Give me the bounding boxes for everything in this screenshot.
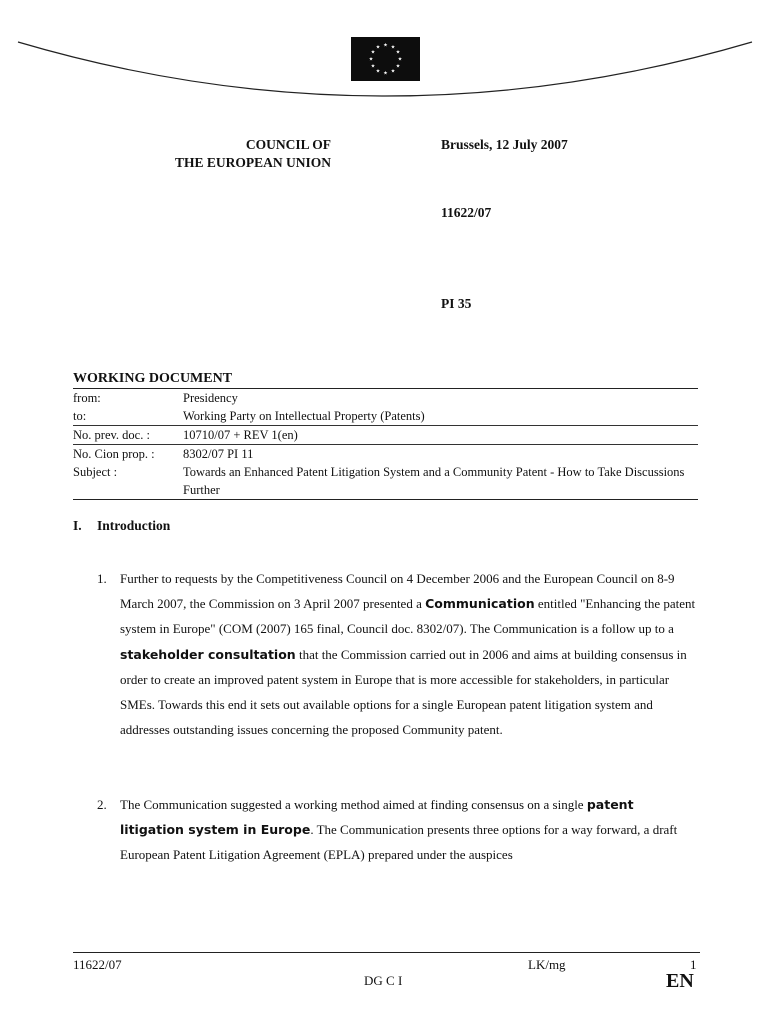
svg-text:★: ★ (395, 63, 401, 70)
footer-language: EN (666, 970, 694, 992)
footer-dg: DG C I (364, 973, 403, 988)
svg-text:★: ★ (370, 63, 376, 70)
svg-text:★: ★ (390, 44, 396, 51)
section-heading (73, 518, 170, 534)
paragraph-number: 1. (97, 571, 107, 586)
paragraph-text: Further to requests by the Competitiveness Council on 4 December 2006 and the European Council on 8-9 March 2007, the Commission on 3 April 2007 presented a (120, 571, 675, 612)
row-value: 10710/07 + REV 1(en) (183, 428, 298, 442)
paragraph-2 (97, 792, 699, 868)
row-key: to: (73, 409, 87, 423)
footer-doc-number: 11622/07 (73, 957, 122, 972)
table-row-from (73, 389, 698, 407)
footer-rule (73, 952, 700, 953)
svg-text:★: ★ (390, 68, 396, 75)
paragraph-number: 2. (97, 797, 107, 812)
paragraph-bold-text: patent litigation system in Europe (120, 797, 634, 838)
svg-text:★: ★ (383, 42, 388, 49)
paragraph-1 (97, 566, 699, 742)
row-key: Subject : (73, 465, 118, 479)
paragraph-bold-text: Communication (425, 596, 535, 612)
council-name (130, 136, 331, 172)
paragraph-text: that the Commission carried out in 2006 and aims at building consensus in order to create an improved patent system in Europe that is more accessible for stakeholders, in particular SMEs. Towards this end it sets out available options for a single European patent litigation system and addresses outstanding issues concerning the proposed Community patent. (120, 646, 687, 738)
council-line-2: THE EUROPEAN UNION (174, 155, 331, 170)
table-row-prev-doc (73, 426, 698, 444)
council-line-1: COUNCIL OF (245, 137, 331, 152)
working-document-title: WORKING DOCUMENT (73, 371, 233, 386)
svg-text:★: ★ (375, 68, 381, 75)
svg-text:★: ★ (397, 56, 403, 63)
table-row-subject (73, 463, 698, 499)
working-document-table (73, 388, 698, 500)
row-value: Presidency (183, 391, 238, 405)
paragraph-body (120, 566, 699, 742)
paragraph-body (120, 792, 699, 868)
section-number: I. (73, 518, 82, 533)
paragraph-bold-text: stakeholder consultation (120, 646, 296, 662)
footer-page-number: 1 (690, 957, 697, 972)
table-row-cion-prop (73, 445, 698, 463)
svg-text:★: ★ (368, 56, 374, 63)
svg-text:★: ★ (395, 49, 401, 56)
row-key: No. prev. doc. : (73, 428, 150, 442)
svg-text:★: ★ (375, 44, 381, 51)
row-value: Towards an Enhanced Patent Litigation System and a Community Patent - How to Take Discussions Further (183, 465, 685, 497)
paragraph-text: . The Communication presents three options for a way forward, a draft European Patent Litigation Agreement (EPLA) prepared under the auspices (120, 822, 678, 863)
paragraph-text: The Communication suggested a working method aimed at finding consensus on a single (120, 797, 587, 812)
row-key: No. Cion prop. : (73, 447, 155, 461)
footer-initials: LK/mg (528, 957, 566, 972)
eu-flag-logo (351, 37, 420, 81)
row-value: 8302/07 PI 11 (183, 447, 254, 461)
pi-reference: PI 35 (441, 296, 472, 311)
paragraph-text: entitled "Enhancing the patent system in Europe" (COM (2007) 165 final, Council doc. 8302/07). The Communication is a follow up to a (120, 596, 696, 637)
table-rule (73, 499, 698, 500)
document-date: Brussels, 12 July 2007 (441, 137, 568, 152)
row-value: Working Party on Intellectual Property (Patents) (183, 409, 425, 423)
row-key: from: (73, 391, 101, 405)
section-title: Introduction (97, 518, 171, 533)
document-number: 11622/07 (441, 205, 492, 220)
table-row-to (73, 407, 698, 425)
svg-text:★: ★ (370, 49, 376, 56)
svg-text:★: ★ (383, 70, 388, 77)
